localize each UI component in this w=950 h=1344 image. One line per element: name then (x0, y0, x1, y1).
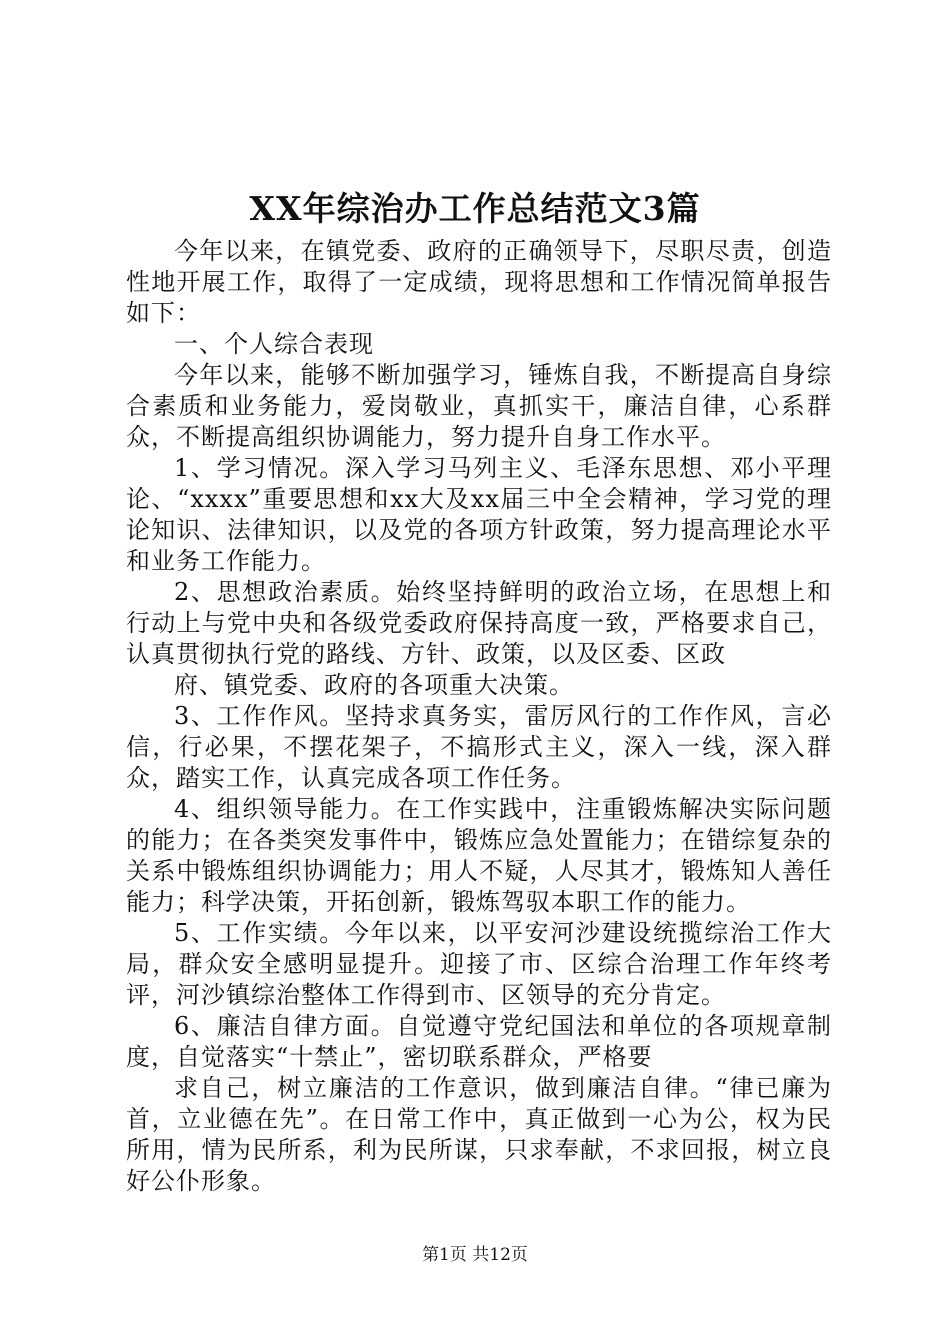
paragraph-intro: 今年以来，在镇党委、政府的正确领导下，尽职尽责，创造性地开展工作，取得了一定成绩，现将思想和工作情况简单报告如下： (126, 237, 832, 327)
paragraph-work-style: 3、工作作风。坚持求真务实，雷厉风行的工作作风，言必信，行必果，不摆花架子，不搞形式主义，深入一线，深入群众，踏实工作，认真完成各项工作任务。 (126, 702, 832, 792)
document-body (126, 236, 832, 1197)
paragraph-summary: 今年以来，能够不断加强学习，锤炼自我，不断提高自身综合素质和业务能力，爱岗敬业，真抓实干，廉洁自律，心系群众，不断提高组织协调能力，努力提升自身工作水平。 (126, 361, 832, 451)
paragraph-integrity: 6、廉洁自律方面。自觉遵守党纪国法和单位的各项规章制度，自觉落实“十禁止”，密切联系群众，严格要 (126, 1012, 832, 1071)
page-footer: 第1页 共12页 (422, 1245, 528, 1265)
paragraph-political: 2、思想政治素质。始终坚持鲜明的政治立场，在思想上和行动上与党中央和各级党委政府保持高度一致，严格要求自己，认真贯彻执行党的路线、方针、政策，以及区委、区政 (126, 578, 832, 668)
paragraph-achievements: 5、工作实绩。今年以来，以平安河沙建设统揽综治工作大局，群众安全感明显提升。迎接了市、区综合治理工作年终考评，河沙镇综治整体工作得到市、区领导的充分肯定。 (126, 919, 832, 1009)
document-title: XX年综治办工作总结范文3篇 (249, 189, 701, 228)
paragraph-political-continued: 府、镇党委、政府的各项重大决策。 (174, 671, 574, 699)
paragraph-integrity-continued: 求自己，树立廉洁的工作意识，做到廉洁自律。“律已廉为首，立业德在先”。在日常工作中，真正做到一心为公，权为民所用，情为民所系，利为民所谋，只求奉献，不求回报，树立良好公仆形象。 (126, 1074, 832, 1195)
section-heading-personal: 一、个人综合表现 (174, 330, 374, 358)
paragraph-leadership: 4、组织领导能力。在工作实践中，注重锻炼解决实际问题的能力；在各类突发事件中，锻炼应急处置能力；在错综复杂的关系中锻炼组织协调能力；用人不疑，人尽其才，锻炼知人善任能力；科学决策，开拓创新，锻炼驾驭本职工作的能力。 (126, 795, 832, 916)
paragraph-study: 1、学习情况。深入学习马列主义、毛泽东思想、邓小平理论、“xxxx”重要思想和xx大及xx届三中全会精神，学习党的理论知识、法律知识，以及党的各项方针政策，努力提高理论水平和业务工作能力。 (126, 454, 832, 575)
